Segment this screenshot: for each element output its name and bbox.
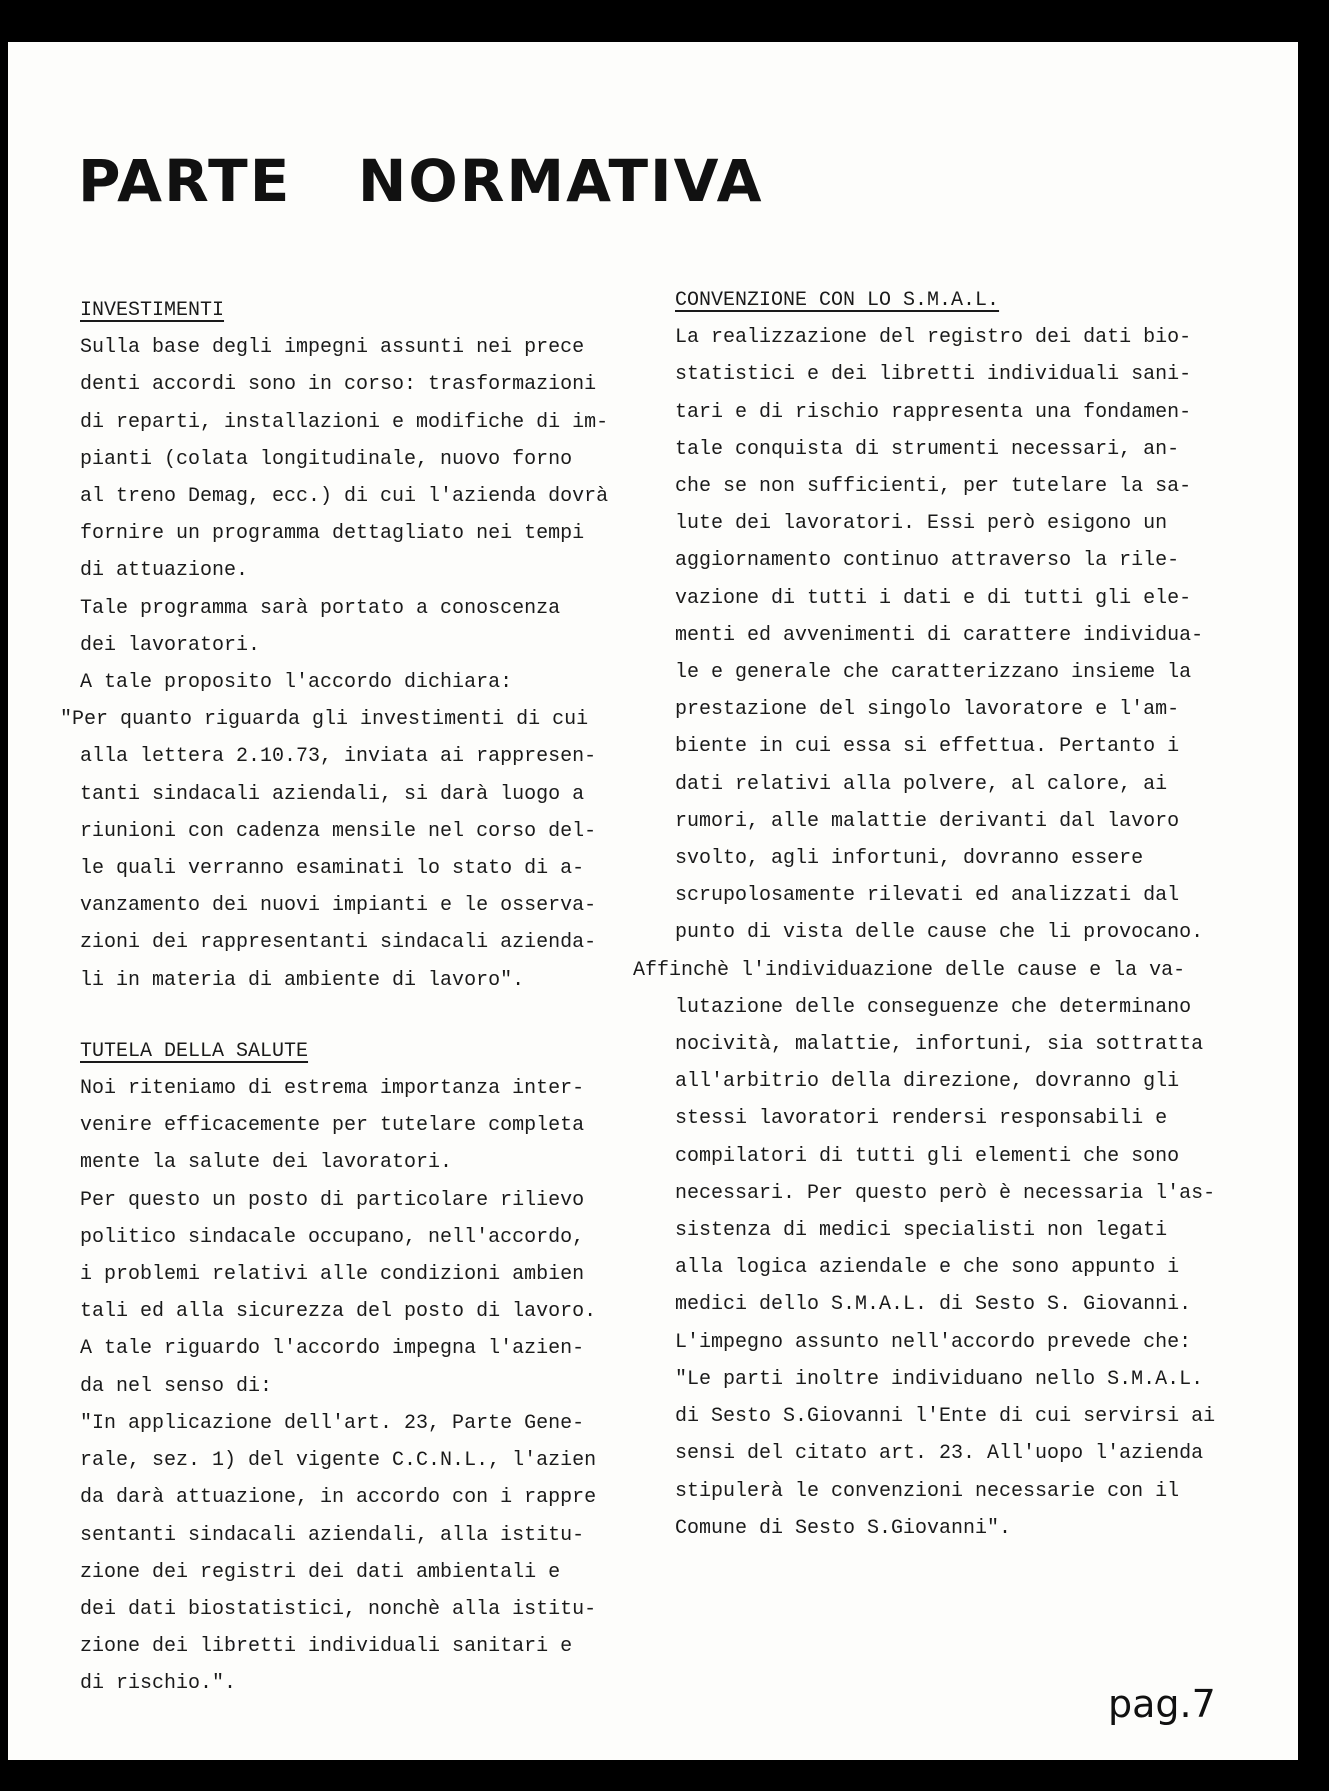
text-line: stipulerà le convenzioni necessarie con il [675, 1479, 1180, 1503]
text-line: zioni dei rappresentanti sindacali azienda- [80, 931, 597, 955]
text-line: Comune di Sesto S.Giovanni". [675, 1516, 1012, 1540]
text-line: biente in cui essa si effettua. Pertanto i [675, 735, 1180, 759]
text-line: medici dello S.M.A.L. di Sesto S. Giovanni. [675, 1293, 1192, 1317]
text-line: rale, sez. 1) del vigente C.C.N.L., l'azien [80, 1449, 597, 1473]
left-column [60, 292, 635, 1703]
text-line: alla lettera 2.10.73, inviata ai rappresen- [80, 745, 597, 769]
text-line: le quali verranno esaminati lo stato di a- [80, 857, 585, 881]
text-line: sentanti sindacali aziendali, alla istitu- [80, 1523, 585, 1547]
text-line: mente la salute dei lavoratori. [80, 1151, 453, 1175]
convenzione-body [633, 319, 1235, 1547]
text-line: tale conquista di strumenti necessari, an- [675, 437, 1180, 461]
text-line: tanti sindacali aziendali, si darà luogo a [80, 782, 585, 806]
section-heading-salute: TUTELA DELLA SALUTE [80, 1039, 309, 1063]
text-line: necessari. Per questo però è necessaria l'as- [675, 1181, 1216, 1205]
section-heading-investimenti: INVESTIMENTI [80, 299, 225, 322]
quote-first-line: "Per quanto riguarda gli investimenti di cui [60, 708, 589, 732]
text-line: La realizzazione del registro dei dati bio- [675, 326, 1192, 350]
text-line: tali ed alla sicurezza del posto di lavoro. [80, 1300, 597, 1324]
text-line: aggiornamento continuo attraverso la rile- [675, 549, 1180, 573]
text-line: i problemi relativi alle condizioni ambien [80, 1263, 585, 1287]
text-line: venire efficacemente per tutelare completa [80, 1114, 585, 1138]
text-line: fornire un programma dettagliato nei tempi [80, 522, 585, 546]
text-line: A tale riguardo l'accordo impegna l'azien- [80, 1337, 585, 1361]
text-line: zione dei libretti individuali sanitari e [80, 1635, 573, 1659]
text-line: prestazione del singolo lavoratore e l'am- [675, 698, 1180, 722]
text-line: al treno Demag, ecc.) di cui l'azienda dovrà [80, 485, 609, 509]
text-line: di Sesto S.Giovanni l'Ente di cui servirsi ai [675, 1405, 1216, 1429]
text-line: L'impegno assunto nell'accordo prevede che: [675, 1330, 1192, 1354]
text-line: di rischio.". [80, 1672, 237, 1696]
text-line: tari e di rischio rappresenta una fondamen- [675, 400, 1192, 424]
document-page [8, 42, 1298, 1760]
text-line: da darà attuazione, in accordo con i rappre [80, 1486, 597, 1510]
text-line: li in materia di ambiente di lavoro". [80, 968, 525, 992]
text-line: vanzamento dei nuovi impianti e le osserva- [80, 894, 597, 918]
text-line: svolto, agli infortuni, dovranno essere [675, 847, 1144, 871]
text-line: lute dei lavoratori. Essi però esigono un [675, 512, 1168, 536]
text-line: lutazione delle conseguenze che determinano [675, 995, 1192, 1019]
text-line: di attuazione. [80, 559, 249, 583]
text-line: riunioni con cadenza mensile nel corso del- [80, 819, 597, 843]
text-line: Per questo un posto di particolare rilievo [80, 1188, 585, 1212]
text-line: "In applicazione dell'art. 23, Parte Gene- [80, 1411, 585, 1435]
text-line: Tale programma sarà portato a conoscenza [80, 596, 561, 620]
text-line: stessi lavoratori rendersi responsabili e [675, 1107, 1168, 1131]
text-line: dati relativi alla polvere, al calore, ai [675, 772, 1168, 796]
text-line: scrupolosamente rilevati ed analizzati dal [675, 884, 1180, 908]
text-line: dei dati biostatistici, nonchè alla istitu- [80, 1597, 597, 1621]
text-line: "Le parti inoltre individuano nello S.M.A.L. [675, 1367, 1204, 1391]
text-line: compilatori di tutti gli elementi che sono [675, 1144, 1180, 1168]
section-gap [80, 999, 635, 1033]
investimenti-body [60, 329, 635, 999]
text-line: sensi del citato art. 23. All'uopo l'azienda [675, 1442, 1204, 1466]
text-line: punto di vista delle cause che li provocano. [675, 921, 1204, 945]
page-number: pag.7 [1108, 1682, 1216, 1726]
text-line: di reparti, installazioni e modifiche di im- [80, 410, 609, 434]
text-line: alla logica aziendale e che sono appunto i [675, 1256, 1180, 1280]
text-line: dei lavoratori. [80, 633, 261, 657]
text-line: politico sindacale occupano, nell'accordo, [80, 1225, 585, 1249]
text-line: rumori, alle malattie derivanti dal lavoro [675, 809, 1180, 833]
page-title: PARTE NORMATIVA [78, 147, 764, 215]
text-line: Noi riteniamo di estrema importanza inter- [80, 1077, 585, 1101]
text-line: Sulla base degli impegni assunti nei prece [80, 336, 585, 360]
affinche-line: Affinchè l'individuazione delle cause e la va- [633, 958, 1186, 982]
salute-body [80, 1070, 635, 1702]
text-line: sistenza di medici specialisti non legati [675, 1219, 1168, 1243]
text-line: nocività, malattie, infortuni, sia sottratta [675, 1033, 1204, 1057]
right-column [633, 282, 1235, 1547]
text-line: denti accordi sono in corso: trasformazioni [80, 373, 597, 397]
text-line: da nel senso di: [80, 1374, 273, 1398]
text-line: le e generale che caratterizzano insieme la [675, 661, 1192, 685]
text-line: statistici e dei libretti individuali sani- [675, 363, 1192, 387]
text-line: all'arbitrio della direzione, dovranno gli [675, 1070, 1180, 1094]
text-line: zione dei registri dei dati ambientali e [80, 1560, 561, 1584]
text-line: menti ed avvenimenti di carattere individua- [675, 623, 1204, 647]
text-line: A tale proposito l'accordo dichiara: [80, 671, 513, 695]
section-heading-convenzione: CONVENZIONE CON LO S.M.A.L. [675, 289, 1000, 312]
text-line: pianti (colata longitudinale, nuovo forno [80, 447, 573, 471]
text-line: che se non sufficienti, per tutelare la sa- [675, 475, 1192, 499]
text-line: vazione di tutti i dati e di tutti gli ele- [675, 586, 1192, 610]
